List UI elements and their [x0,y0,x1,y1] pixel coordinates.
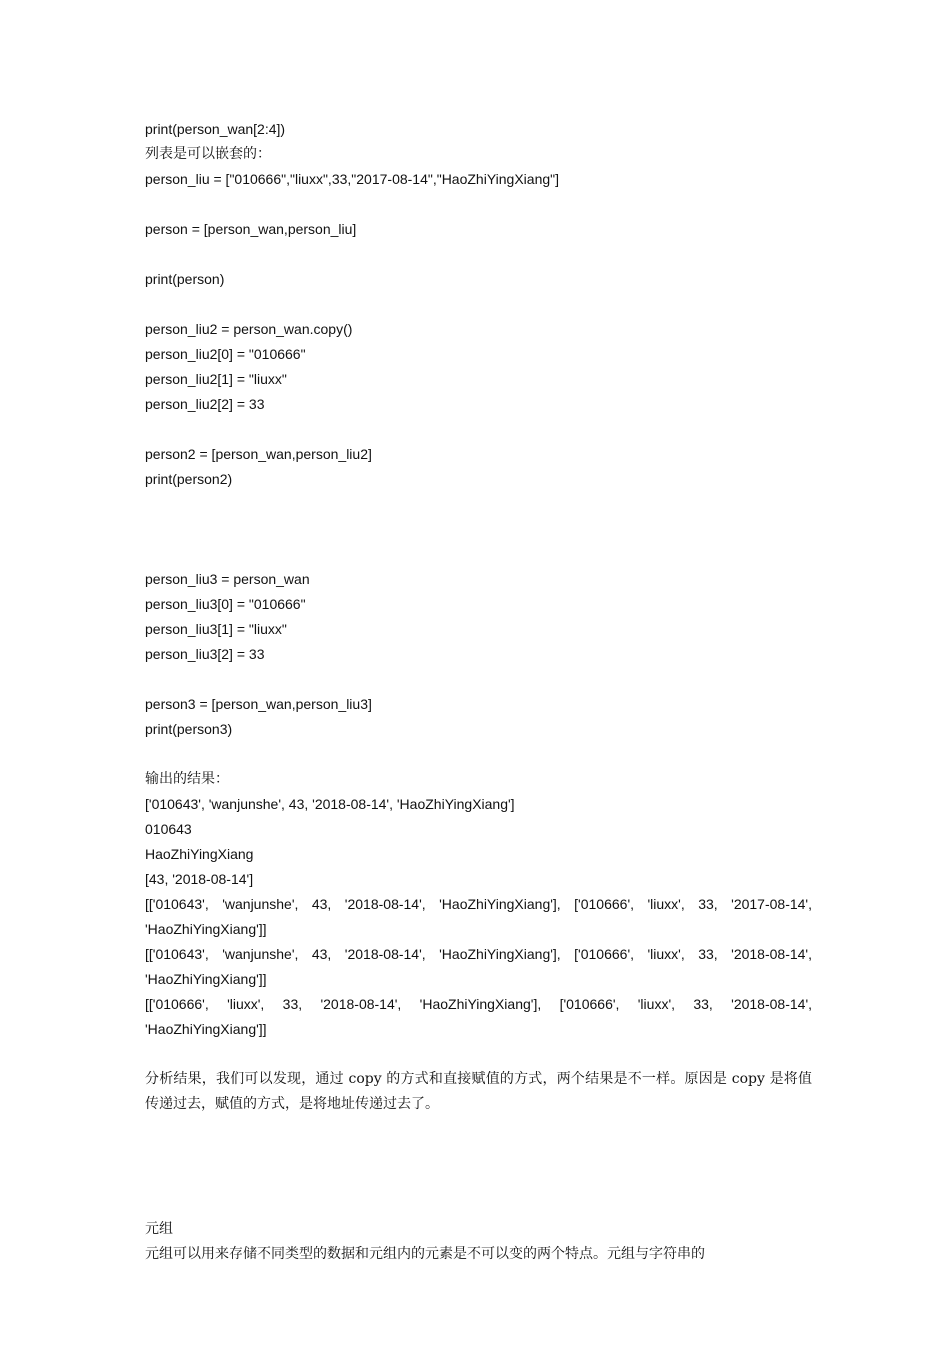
blank-line [145,417,812,442]
code-line: print(person) [145,271,225,287]
section-title: 元组 [145,1221,173,1237]
code-line: person_liu2[1] = "liuxx" [145,371,287,387]
blank-line [145,1042,812,1067]
output-line: [['010643', 'wanjunshe', 43, '2018-08-14', 'HaoZhiYingXiang'], ['010666', 'liuxx', 33, '2017-08-14', 'HaoZhiYingXiang']] [145,896,816,937]
blank-line [145,542,812,567]
blank-line [145,667,812,692]
code-line: print(person3) [145,721,233,737]
code-line: person3 = [person_wan,person_liu3] [145,696,372,712]
blank-line [145,292,812,317]
code-line: person2 = [person_wan,person_liu2] [145,446,372,462]
code-line: person_liu2[0] = "010666" [145,346,306,362]
blank-line [145,242,812,267]
code-line: person_liu3 = person_wan [145,571,310,587]
output-heading: 输出的结果： [145,771,229,787]
code-line: print(person_wan[2:4]) [145,121,286,137]
blank-line [145,1192,812,1217]
output-line: ['010643', 'wanjunshe', 43, '2018-08-14', 'HaoZhiYingXiang'] [145,796,515,812]
blank-line [145,492,812,542]
text-line: 列表是可以嵌套的： [145,146,271,162]
code-line: person_liu3[1] = "liuxx" [145,621,287,637]
code-line: person_liu3[0] = "010666" [145,596,306,612]
document-content [145,117,816,1267]
output-line: HaoZhiYingXiang [145,846,254,862]
code-line: person = [person_wan,person_liu] [145,221,357,237]
code-line: person_liu2[2] = 33 [145,396,265,412]
output-line: [43, '2018-08-14'] [145,871,254,887]
blank-line [145,742,812,767]
code-line: person_liu2 = person_wan.copy() [145,321,353,337]
output-line: [['010666', 'liuxx', 33, '2018-08-14', 'HaoZhiYingXiang'], ['010666', 'liuxx', 33, '2018-08-14', 'HaoZhiYingXiang']] [145,996,816,1037]
output-line: [['010643', 'wanjunshe', 43, '2018-08-14', 'HaoZhiYingXiang'], ['010666', 'liuxx', 33, '2018-08-14', 'HaoZhiYingXiang']] [145,946,816,987]
blank-line [145,1117,812,1192]
section-body: 元组可以用来存储不同类型的数据和元组内的元素是不可以变的两个特点。元组与字符串的 [145,1246,705,1262]
code-line: print(person2) [145,471,233,487]
code-line: person_liu = ["010666","liuxx",33,"2017-08-14","HaoZhiYingXiang"] [145,171,559,187]
analysis-paragraph: 分析结果，我们可以发现，通过 copy 的方式和直接赋值的方式，两个结果是不一样。原因是 copy 是将值传递过去，赋值的方式，是将地址传递过去了。 [145,1071,812,1112]
blank-line [145,192,812,217]
output-line: 010643 [145,821,192,837]
code-line: person_liu3[2] = 33 [145,646,265,662]
